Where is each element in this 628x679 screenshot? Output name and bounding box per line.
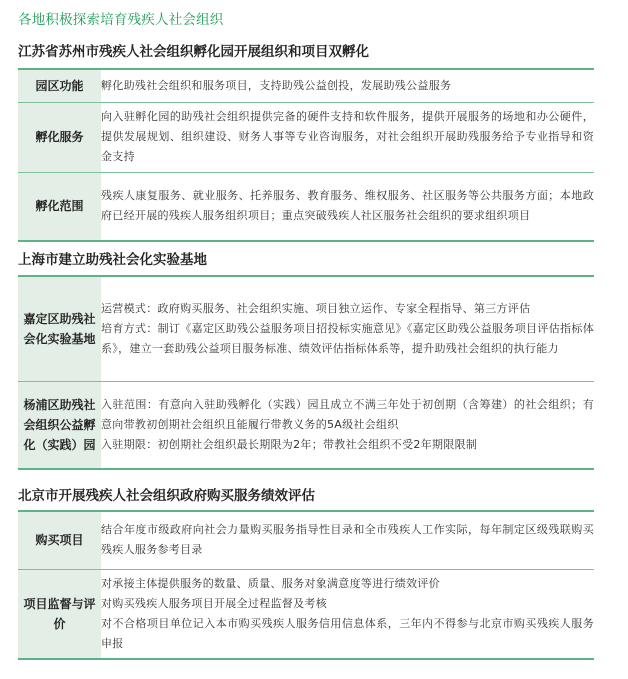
- section-title-shanghai: 上海市建立助残社会化实验基地: [18, 252, 207, 268]
- content-line: 向入驻孵化园的助残社会组织提供完备的硬件支持和软件服务，提供开展服务的场地和办公硬件，提供发展规划、组织建设、财务人事等专业咨询服务，对社会组织开展助残服务给予专业指导和资金支持: [101, 110, 594, 163]
- content-line: 运营模式：政府购买服务、社会组织实施、项目独立运作、专家全程指导、第三方评估: [101, 301, 531, 315]
- row-label: 园区功能: [18, 69, 101, 102]
- row-content: [101, 511, 594, 569]
- row-content: [101, 102, 594, 172]
- row-label: 购买项目: [18, 511, 101, 569]
- section-title-beijing: 北京市开展残疾人社会组织政府购买服务绩效评估: [18, 488, 315, 504]
- section-title-suzhou: 江苏省苏州市残疾人社会组织孵化园开展组织和项目双孵化: [18, 44, 369, 60]
- content-line: 对承接主体提供服务的数量、质量、服务对象满意度等进行绩效评价: [101, 576, 440, 590]
- row-content: [101, 276, 594, 381]
- table-row: [18, 172, 594, 241]
- row-label: 孵化范围: [18, 172, 101, 241]
- shanghai-table: [18, 275, 594, 470]
- page-title: 各地积极探索培育残疾人社会组织: [18, 12, 224, 28]
- table-row: [18, 276, 594, 381]
- table-row: [18, 511, 594, 569]
- content-line: 孵化助残社会组织和服务项目，支持助残公益创投，发展助残公益服务: [101, 78, 452, 92]
- suzhou-table: [18, 68, 594, 242]
- row-content: [101, 381, 594, 469]
- row-content: [101, 569, 594, 659]
- row-content: [101, 172, 594, 241]
- row-label: 孵化服务: [18, 102, 101, 172]
- row-label: 杨浦区助残社会组织公益孵化（实践）园: [18, 381, 101, 469]
- content-line: 入驻范围：有意向入驻助残孵化（实践）园且成立不满三年处于初创期（含筹建）的社会组织；有意向带教初创期社会组织且能履行带教义务的5A级社会组织: [101, 397, 594, 431]
- content-line: 入驻期限：初创期社会组织最长期限为2年；带教社会组织不受2年期限限制: [101, 437, 478, 451]
- content-line: 残疾人康复服务、就业服务、托养服务、教育服务、维权服务、社区服务等公共服务方面；本地政府已经开展的残疾人服务组织项目；重点突破残疾人社区服务社会组织的要求组织项目: [101, 189, 594, 223]
- table-row: [18, 69, 594, 102]
- content-line: 结合年度市级政府向社会力量购买服务指导性目录和全市残疾人工作实际，每年制定区级残联购买残疾人服务参考目录: [101, 523, 594, 557]
- content-line: 对不合格项目单位记入本市购买残疾人服务信用信息体系，三年内不得参与北京市购买残疾人服务申报: [101, 616, 594, 650]
- content-line: 对购买残疾人服务项目开展全过程监督及考核: [101, 596, 327, 610]
- content-line: 培育方式：制订《嘉定区助残公益服务项目招投标实施意见》《嘉定区助残公益服务项目评估指标体系》，建立一套助残公益项目服务标准、绩效评估指标体系等，提升助残社会组织的执行能力: [101, 321, 594, 355]
- table-row: [18, 569, 594, 659]
- row-label: 嘉定区助残社会化实验基地: [18, 276, 101, 381]
- table-row: [18, 102, 594, 172]
- beijing-table: [18, 510, 594, 660]
- row-label: 项目监督与评价: [18, 569, 101, 659]
- table-row: [18, 381, 594, 469]
- row-content: [101, 69, 594, 102]
